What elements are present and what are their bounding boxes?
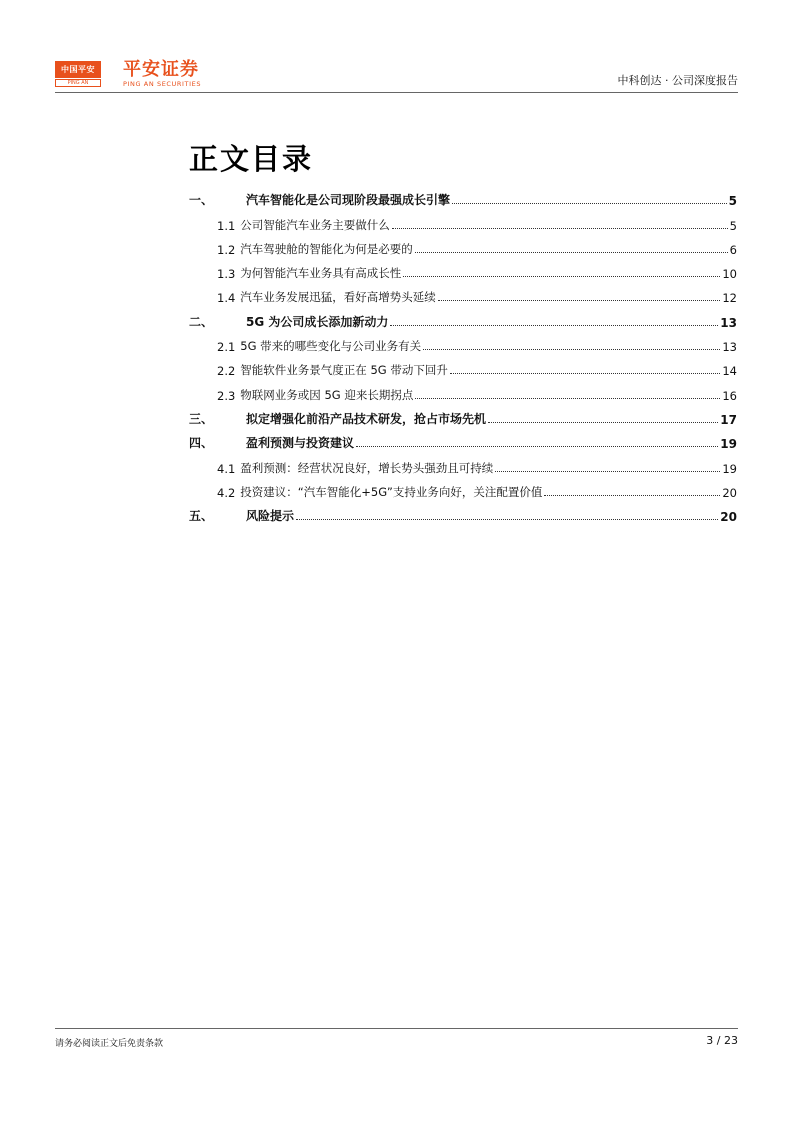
header-divider xyxy=(55,92,738,93)
toc-entry[interactable] xyxy=(189,281,737,305)
toc-entry-text: 汽车业务发展迅猛，看好高增势头延续 xyxy=(240,290,436,305)
page-title: 正文目录 xyxy=(189,142,314,176)
toc-leader-dots xyxy=(452,203,727,204)
toc-leader-dots xyxy=(356,446,718,447)
toc-entry[interactable] xyxy=(189,330,737,354)
toc-leader-dots xyxy=(438,300,721,301)
report-label: 中科创达 · 公司深度报告 xyxy=(617,74,738,87)
toc-leader-dots xyxy=(423,349,720,350)
toc-entry-page: 5 xyxy=(728,194,737,209)
toc-leader-dots xyxy=(544,495,720,496)
toc-leader-dots xyxy=(415,398,720,399)
toc-entry-text: 公司智能汽车业务主要做什么 xyxy=(240,217,390,232)
toc-entry-text: 智能软件业务景气度正在 5G 带动下回升 xyxy=(240,363,448,378)
toc-entry-page: 20 xyxy=(720,510,737,525)
toc-leader-dots xyxy=(390,325,718,326)
toc-entry[interactable] xyxy=(189,305,737,329)
brand-name-en: PING AN SECURITIES xyxy=(123,80,202,88)
toc-entry[interactable] xyxy=(189,378,737,402)
toc-entry[interactable] xyxy=(189,451,737,475)
toc-entry-page: 14 xyxy=(722,364,737,379)
page-indicator: 3 / 23 xyxy=(706,1034,738,1047)
toc-entry-number: 2.2 xyxy=(217,364,236,379)
logo-top: 中国平安 xyxy=(55,61,101,78)
toc-entry[interactable] xyxy=(189,403,737,427)
toc-entry-page: 13 xyxy=(720,315,737,330)
toc-entry-page: 13 xyxy=(722,340,737,355)
toc-entry-text: 5G 为公司成长添加新动力 xyxy=(246,314,389,329)
toc-leader-dots xyxy=(488,422,718,423)
toc-entry-page: 20 xyxy=(722,485,737,500)
toc-entry-number: 4.2 xyxy=(217,485,236,500)
toc-leader-dots xyxy=(296,519,718,520)
toc-entry-number: 四、 xyxy=(189,436,214,451)
toc-entry-text: 投资建议：“汽车智能化+5G”支持业务向好，关注配置价值 xyxy=(240,484,543,499)
toc-entry-number: 三、 xyxy=(189,411,214,426)
toc-entry-number: 一、 xyxy=(189,193,214,208)
toc-entry-text: 5G 带来的哪些变化与公司业务有关 xyxy=(240,339,422,354)
toc-entry[interactable] xyxy=(189,427,737,451)
toc-entry-text: 风险提示 xyxy=(246,509,295,524)
toc-entry-page: 10 xyxy=(722,267,737,282)
ping-an-logo xyxy=(55,61,101,87)
toc-entry-page: 19 xyxy=(722,461,737,476)
toc-entry[interactable] xyxy=(189,208,737,232)
toc-entry[interactable] xyxy=(189,354,737,378)
toc-leader-dots xyxy=(450,373,721,374)
toc-entry-number: 二、 xyxy=(189,314,214,329)
table-of-contents xyxy=(189,184,737,524)
toc-entry-page: 19 xyxy=(720,437,737,452)
toc-entry-page: 12 xyxy=(722,291,737,306)
brand-name-cn: 平安证券 xyxy=(123,59,199,80)
toc-entry-text: 汽车智能化是公司现阶段最强成长引擎 xyxy=(246,193,451,208)
toc-entry-text: 拟定增强化前沿产品技术研发，抢占市场先机 xyxy=(246,411,487,426)
toc-entry-number: 2.1 xyxy=(217,340,236,355)
toc-leader-dots xyxy=(495,471,720,472)
footer-divider xyxy=(55,1028,738,1029)
toc-entry-number: 2.3 xyxy=(217,388,236,403)
toc-entry-page: 17 xyxy=(720,412,737,427)
page-header xyxy=(55,58,738,90)
toc-entry-number: 1.1 xyxy=(217,218,236,233)
toc-leader-dots xyxy=(403,276,720,277)
toc-entry-text: 物联网业务或因 5G 迎来长期拐点 xyxy=(240,387,414,402)
brand xyxy=(123,60,201,88)
logo-bottom: PING AN xyxy=(55,79,101,87)
toc-entry-number: 4.1 xyxy=(217,461,236,476)
toc-entry-number: 五、 xyxy=(189,509,214,524)
toc-entry[interactable] xyxy=(189,233,737,257)
toc-entry-text: 汽车驾驶舱的智能化为何是必要的 xyxy=(240,241,413,256)
toc-entry-number: 1.4 xyxy=(217,291,236,306)
toc-entry-number: 1.2 xyxy=(217,242,236,257)
toc-leader-dots xyxy=(392,228,728,229)
toc-entry[interactable] xyxy=(189,257,737,281)
toc-entry-page: 16 xyxy=(722,388,737,403)
toc-entry-text: 盈利预测：经营状况良好，增长势头强劲且可持续 xyxy=(240,460,494,475)
toc-entry[interactable] xyxy=(189,500,737,524)
toc-entry-text: 盈利预测与投资建议 xyxy=(246,436,355,451)
toc-leader-dots xyxy=(415,252,728,253)
toc-entry-page: 5 xyxy=(729,218,737,233)
toc-entry-page: 6 xyxy=(729,242,737,257)
toc-entry-number: 1.3 xyxy=(217,267,236,282)
toc-entry-text: 为何智能汽车业务具有高成长性 xyxy=(240,266,402,281)
toc-entry[interactable] xyxy=(189,476,737,500)
toc-entry[interactable] xyxy=(189,184,737,208)
footer-disclaimer: 请务必阅读正文后免责条款 xyxy=(55,1039,164,1049)
